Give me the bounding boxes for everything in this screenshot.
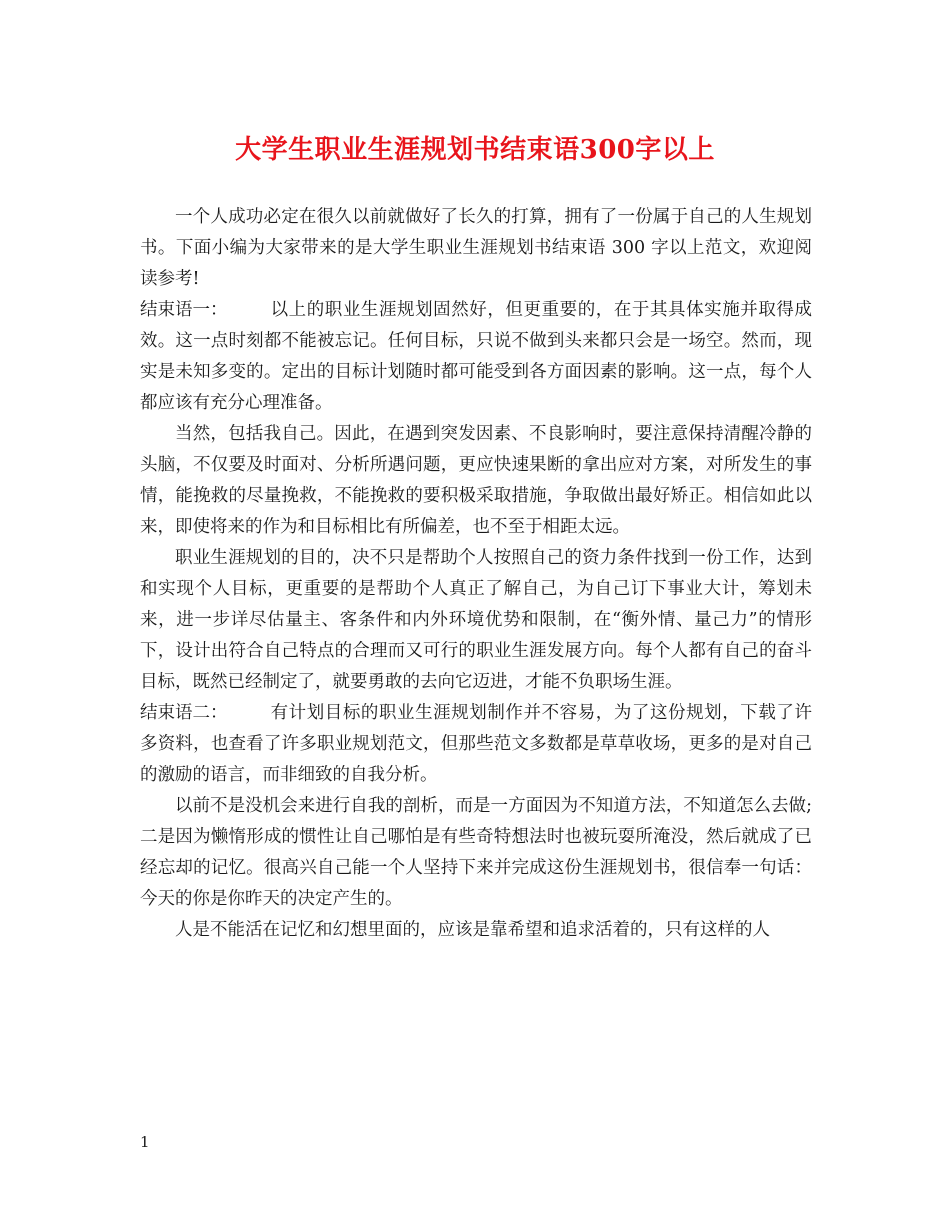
paragraph-conclusion-one xyxy=(140,295,812,419)
page-number: 1 xyxy=(140,1133,150,1151)
paragraph-body: 当然，包括我自己。因此，在遇到突发因素、不良影响时，要注意保持清醒冷静的头脑，不仅要及时面对、分析所遇问题，更应快速果断的拿出应对方案，对所发生的事情，能挽救的尽量挽救，不能挽救的要积极采取措施，争取做出最好矫正。相信如此以来，即使将来的作为和目标相比有所偏差，也不至于相距太远。 xyxy=(140,424,812,537)
conclusion-two-text: 有计划目标的职业生涯规划制作并不容易，为了这份规划，下载了许多资料，也查看了许多职业规划范文，但那些范文多数都是草草收场，更多的是对自己的激励的语言，而非细致的自我分析。 xyxy=(140,703,812,785)
conclusion-one-label: 结束语一： xyxy=(140,300,228,320)
paragraph-intro: 一个人成功必定在很久以前就做好了长久的打算，拥有了一份属于自己的人生规划书。下面小编为大家带来的是大学生职业生涯规划书结束语 300 字以上范文，欢迎阅读参考! xyxy=(140,207,812,289)
paragraph-body: 职业生涯规划的目的，决不只是帮助个人按照自己的资力条件找到一份工作，达到和实现个人目标，更重要的是帮助个人真正了解自己，为自己订下事业大计，筹划未来，进一步详尽估量主、客条件和内外环境优势和限制，在“衡外情、量己力”的情形下，设计出符合自己特点的合理而又可行的职业生涯发展方向。每个人都有自己的奋斗目标，既然已经制定了，就要勇敢的去向它迈进，才能不负职场生涯。 xyxy=(140,548,812,692)
conclusion-one-text: 以上的职业生涯规划固然好，但更重要的，在于其具体实施并取得成效。这一点时刻都不能被忘记。任何目标，只说不做到头来都只会是一场空。然而，现实是未知多变的。定出的目标计划随时都可能受到各方面因素的影响。这一点，每个人都应该有充分心理准备。 xyxy=(140,300,812,413)
document-title: 大学生职业生涯规划书结束语300字以上 xyxy=(235,135,715,165)
paragraph-body: 人是不能活在记忆和幻想里面的，应该是靠希望和追求活着的，只有这样的人 xyxy=(175,920,770,940)
conclusion-two-label: 结束语二： xyxy=(140,703,228,723)
paragraph-conclusion-two xyxy=(140,698,812,791)
paragraph-body: 以前不是没机会来进行自我的剖析，而是一方面因为不知道方法，不知道怎么去做;二是因为懒惰形成的惯性让自己哪怕是有些奇特想法时也被玩耍所淹没，然后就成了已经忘却的记忆。很高兴自己能一个人坚持下来并完成这份生涯规划书，很信奉一句话：今天的你是你昨天的决定产生的。 xyxy=(140,796,812,909)
document-body xyxy=(140,202,812,946)
